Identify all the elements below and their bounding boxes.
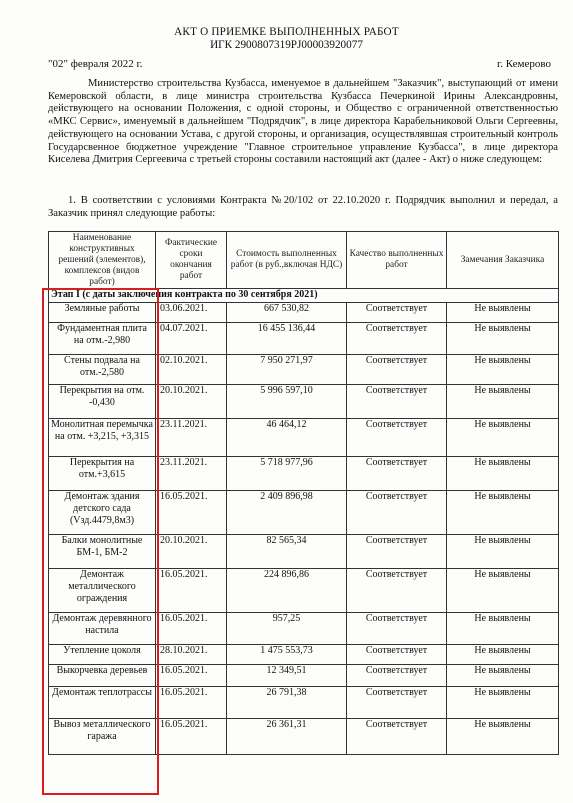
row-quality: Соответствует — [347, 665, 447, 687]
row-cost: 82 565,34 — [227, 535, 347, 569]
row-remarks: Не выявлены — [447, 303, 559, 323]
row-remarks: Не выявлены — [447, 491, 559, 535]
igk-number: ИГК 2900807319PJ00003920077 — [210, 39, 363, 51]
header-quality: Качество выполненных работ — [347, 232, 447, 289]
header-cost: Стоимость выполненных работ (в руб.,включая НДС) — [227, 232, 347, 289]
document-title: АКТ О ПРИЕМКЕ ВЫПОЛНЕННЫХ РАБОТ — [174, 26, 399, 38]
row-name: Демонтаж деревянного настила — [49, 613, 156, 645]
row-quality: Соответствует — [347, 687, 447, 719]
row-remarks: Не выявлены — [447, 355, 559, 385]
row-cost: 2 409 896,98 — [227, 491, 347, 535]
row-quality: Соответствует — [347, 645, 447, 665]
stage-row — [49, 289, 559, 303]
row-cost: 26 791,38 — [227, 687, 347, 719]
row-quality: Соответствует — [347, 613, 447, 645]
table-row — [49, 665, 559, 687]
row-date: 04.07.2021. — [156, 323, 227, 355]
row-name: Фундаментная плита на отм.-2,980 — [49, 323, 156, 355]
row-name: Балки монолитные БМ-1, БМ-2 — [49, 535, 156, 569]
row-remarks: Не выявлены — [447, 385, 559, 419]
clause-1: 1. В соответствии с условиями Контракта №20/102 от 22.10.2020 г. Подрядчик выполнил и передал, а Заказчик принял следующие работы: — [48, 195, 558, 219]
row-name: Утепление цоколя — [49, 645, 156, 665]
row-quality: Соответствует — [347, 303, 447, 323]
row-date: 20.10.2021. — [156, 385, 227, 419]
row-name: Демонтаж теплотрассы — [49, 687, 156, 719]
row-name: Демонтаж металлического ограждения — [49, 569, 156, 613]
row-cost: 957,25 — [227, 613, 347, 645]
row-cost: 224 896,86 — [227, 569, 347, 613]
row-remarks: Не выявлены — [447, 419, 559, 457]
row-quality: Соответствует — [347, 719, 447, 755]
row-remarks: Не выявлены — [447, 645, 559, 665]
row-cost: 5 718 977,96 — [227, 457, 347, 491]
stage-label: Этап I (с даты заключения контракта по 30 сентября 2021) — [49, 289, 559, 303]
row-name: Выкорчевка деревьев — [49, 665, 156, 687]
row-date: 28.10.2021. — [156, 645, 227, 665]
table-row — [49, 491, 559, 535]
table-row — [49, 569, 559, 613]
row-quality: Соответствует — [347, 355, 447, 385]
row-remarks: Не выявлены — [447, 457, 559, 491]
row-cost: 26 361,31 — [227, 719, 347, 755]
row-name: Перекрытия на отм. -0,430 — [49, 385, 156, 419]
table-row — [49, 613, 559, 645]
header-name: Наименование конструктивных решений (элементов), комплексов (видов работ) — [49, 232, 156, 289]
document-city: г. Кемерово — [496, 58, 551, 70]
row-remarks: Не выявлены — [447, 719, 559, 755]
row-name: Монолитная перемычка на отм. +3,215, +3,315 — [49, 419, 156, 457]
row-date: 23.11.2021. — [156, 419, 227, 457]
row-cost: 12 349,51 — [227, 665, 347, 687]
row-quality: Соответствует — [347, 569, 447, 613]
row-quality: Соответствует — [347, 457, 447, 491]
row-remarks: Не выявлены — [447, 613, 559, 645]
row-name: Земляные работы — [49, 303, 156, 323]
table-row — [49, 457, 559, 491]
row-name: Стены подвала на отм.-2,580 — [49, 355, 156, 385]
header-remarks: Замечания Заказчика — [447, 232, 559, 289]
table-row — [49, 719, 559, 755]
row-name: Демонтаж здания детского сада (Vзд.4479,8м3) — [49, 491, 156, 535]
row-cost: 7 950 271,97 — [227, 355, 347, 385]
row-name: Вывоз металлического гаража — [49, 719, 156, 755]
table-row — [49, 303, 559, 323]
row-remarks: Не выявлены — [447, 535, 559, 569]
row-cost: 667 530,82 — [227, 303, 347, 323]
row-cost: 1 475 553,73 — [227, 645, 347, 665]
row-date: 16.05.2021. — [156, 491, 227, 535]
intro-paragraph: Министерство строительства Кузбасса, именуемое в дальнейшем "Заказчик", выступающий от имени Кемеровской области, в лице министра строительства Кузбасса Печеркиной Ирины Александровны, действующего на основании Положения, с одной стороны, и Общество с ограниченной ответственностью «МКС Сервис», именуемый в дальнейшем "Подрядчик", в лице директора Карабельниковой Ольги Сергеевны, действующего на основании Устава, с другой стороны, и организация, осуществлявшая строительный контроль Государсвенное бюджетное учреждение "Главное строительное управление Кузбасса", в лице директора Киселева Дмитрия Сергеевича с третьей стороны составили настоящий акт (далее - Акт) о ниже следующем: — [48, 78, 558, 166]
table-row — [49, 385, 559, 419]
table-header-row — [49, 232, 559, 289]
row-quality: Соответствует — [347, 535, 447, 569]
row-cost: 46 464,12 — [227, 419, 347, 457]
table-row — [49, 645, 559, 665]
table-row — [49, 323, 559, 355]
row-date: 16.05.2021. — [156, 569, 227, 613]
row-date: 23.11.2021. — [156, 457, 227, 491]
row-quality: Соответствует — [347, 419, 447, 457]
row-cost: 16 455 136,44 — [227, 323, 347, 355]
header-dates: Фактические сроки окончания работ — [156, 232, 227, 289]
table-row — [49, 419, 559, 457]
row-date: 16.05.2021. — [156, 719, 227, 755]
row-date: 03.06.2021. — [156, 303, 227, 323]
row-remarks: Не выявлены — [447, 323, 559, 355]
row-remarks: Не выявлены — [447, 665, 559, 687]
document-date: "02" февраля 2022 г. — [48, 58, 143, 70]
table-row — [49, 535, 559, 569]
row-remarks: Не выявлены — [447, 687, 559, 719]
row-date: 16.05.2021. — [156, 665, 227, 687]
table-row — [49, 687, 559, 719]
row-quality: Соответствует — [347, 385, 447, 419]
row-date: 20.10.2021. — [156, 535, 227, 569]
works-table — [48, 231, 559, 755]
row-date: 02.10.2021. — [156, 355, 227, 385]
row-date: 16.05.2021. — [156, 687, 227, 719]
row-remarks: Не выявлены — [447, 569, 559, 613]
table-row — [49, 355, 559, 385]
row-name: Перекрытия на отм.+3,615 — [49, 457, 156, 491]
row-quality: Соответствует — [347, 491, 447, 535]
row-quality: Соответствует — [347, 323, 447, 355]
row-cost: 5 996 597,10 — [227, 385, 347, 419]
row-date: 16.05.2021. — [156, 613, 227, 645]
